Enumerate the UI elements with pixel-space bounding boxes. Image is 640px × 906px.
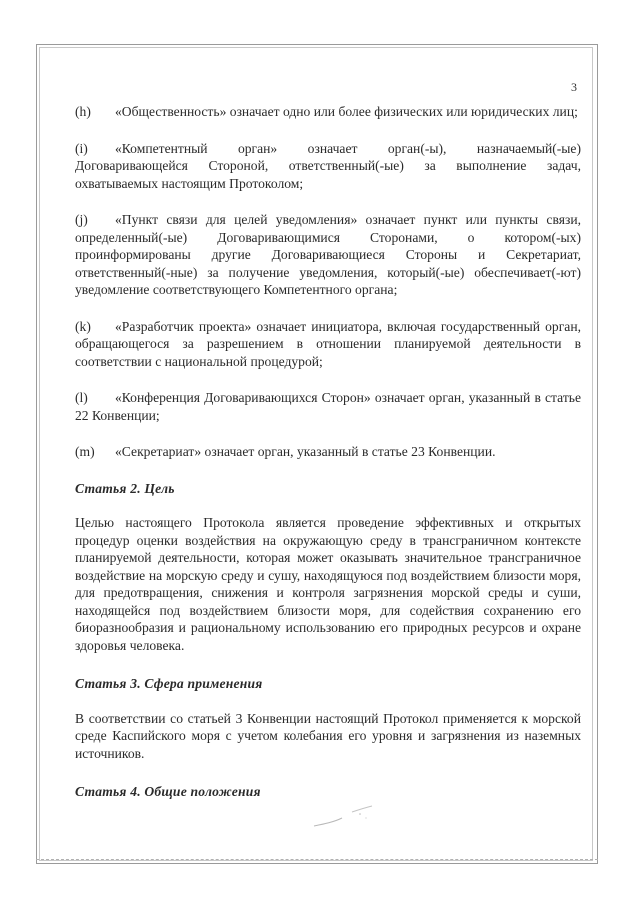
article-2-heading: Статья 2. Цель (75, 480, 175, 496)
definition-letter: (m) (75, 444, 95, 459)
definition-letter: (k) (75, 318, 91, 334)
page-bottom-rule (36, 859, 598, 860)
definition-text: «Пункт связи для целей уведомления» означает пункт или пункты связи, определенный(-ые) Договаривающимися Сторонами, о котором(-ых) проинформированы другие Договаривающиеся Стороны и Секретариат, ответственный(-ные) за получение уведомления, который(-ые) обеспечивает(-ют) уведомление соответствующего Компетентного органа; (75, 212, 581, 297)
definition-text: «Секретариат» означает орган, указанный в статье 23 Конвенции. (115, 444, 496, 459)
definition-text: «Компетентный орган» означает орган(-ы), назначаемый(-ые) Договаривающейся Стороной, ответственный(-ые) за выполнение задач, охватываемых настоящим Протоколом; (75, 140, 581, 191)
definition-letter: (h) (75, 104, 91, 119)
definition-j (75, 211, 581, 299)
article-3-text: В соответствии со статьей 3 Конвенции настоящий Протокол применяется к морской среде Каспийского моря с учетом колебания его уровня и загрязнения из наземных источников. (75, 710, 581, 761)
scan-signature-mark (312, 804, 382, 832)
definition-text: «Конференция Договаривающихся Сторон» означает орган, указанный в статье 22 Конвенции; (75, 390, 581, 423)
definition-k (75, 318, 581, 371)
definition-m (75, 443, 581, 461)
page-number: 3 (571, 80, 577, 94)
article-2-text: Целью настоящего Протокола является проведение эффективных и открытых процедур оценки воздействия на окружающую среду в трансграничном контексте планируемой деятельности, которая может оказывать значительное трансграничное воздействие на морскую среду и сушу, находящуюся под воздействием близости моря, для предотвращения, снижения и контроля загрязнения морской среды и суши, находящейся под воздействием близости моря, для содействия сохранению его биоразнообразия и рациональному использованию его природных ресурсов и охране здоровья человека. (75, 515, 581, 653)
definition-i (75, 140, 581, 193)
definition-text: «Общественность» означает одно или более физических или юридических лиц; (115, 104, 578, 119)
definition-letter: (i) (75, 140, 88, 156)
article-3-heading: Статья 3. Сфера применения (75, 676, 263, 691)
definition-text: «Разработчик проекта» означает инициатора, включая государственный орган, обращающегося за разрешением в отношении планируемой деятельности в соответствии с национальной процедурой; (75, 318, 581, 369)
definition-letter: (j) (75, 212, 88, 227)
definition-letter: (l) (75, 390, 88, 405)
article-4-heading: Статья 4. Общие положения (75, 784, 261, 799)
document-body (75, 103, 581, 818)
definition-h (75, 103, 581, 121)
definition-l (75, 389, 581, 424)
